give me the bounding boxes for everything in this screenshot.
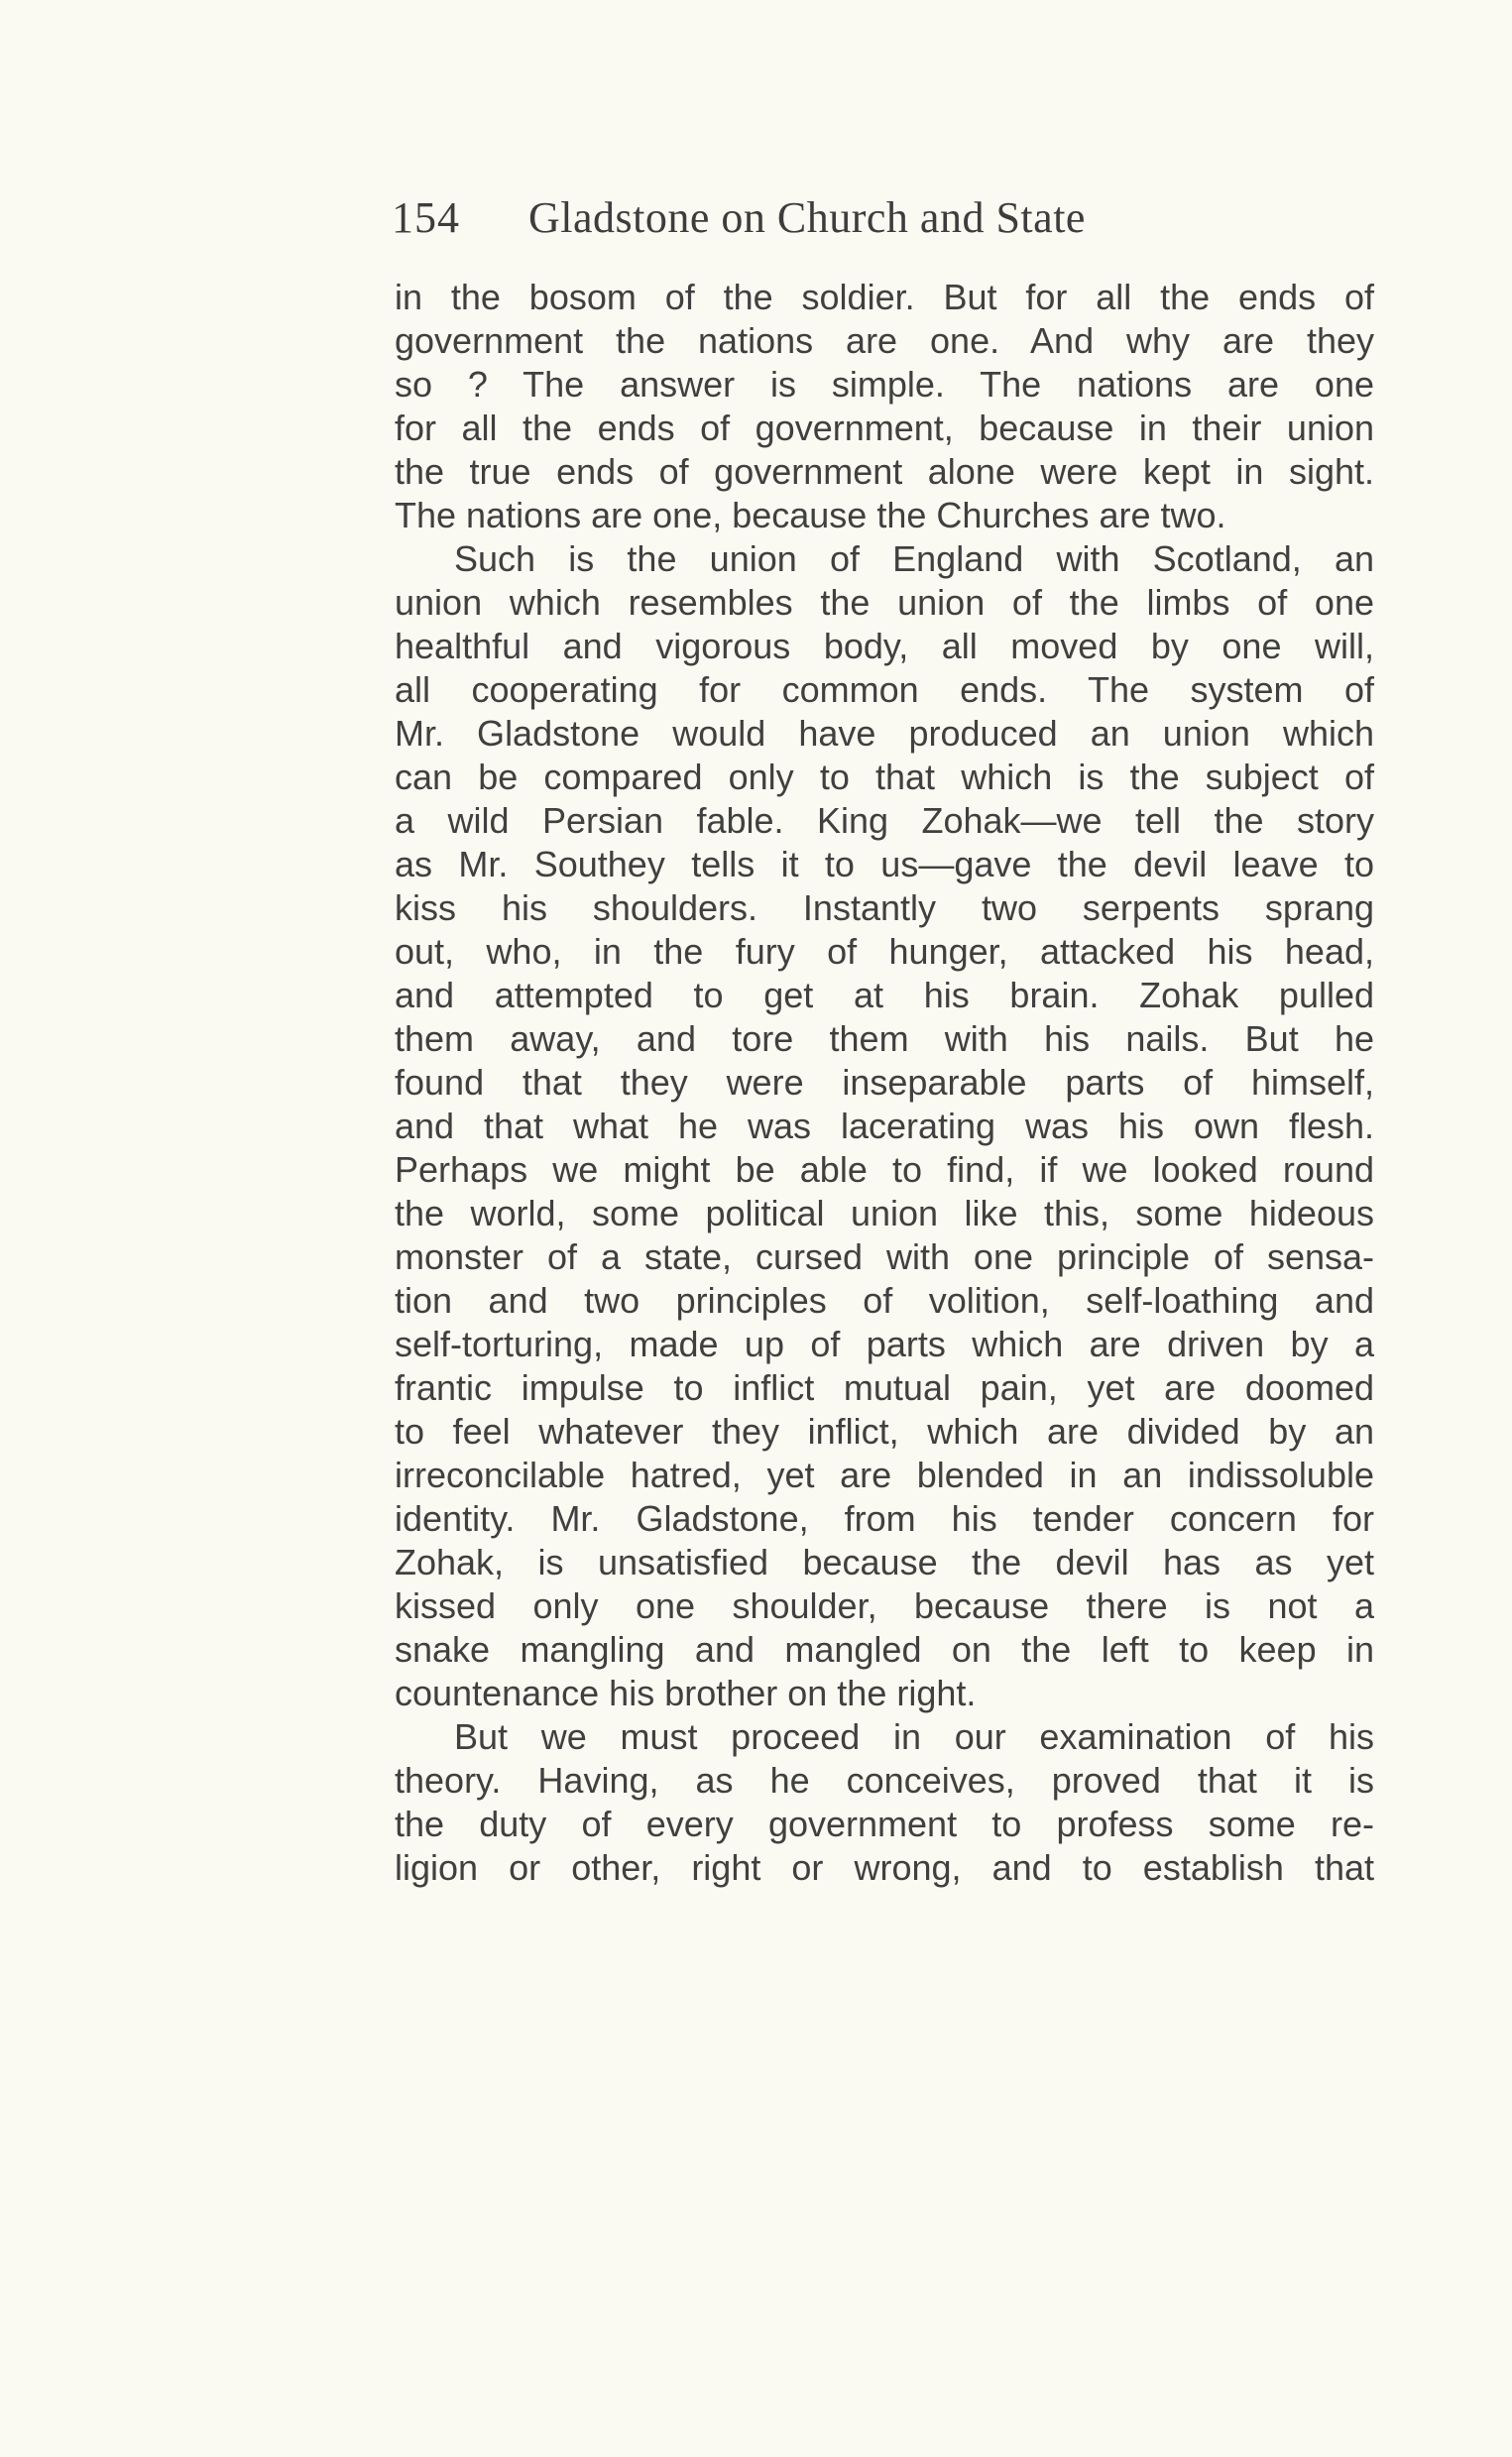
text-line: snake mangling and mangled on the left to keep in — [395, 1629, 1374, 1670]
text-line: found that they were inseparable parts of himself, — [395, 1062, 1374, 1103]
text-line: government the nations are one. And why are they — [395, 320, 1374, 361]
text-line: and that what he was lacerating was his own flesh. — [395, 1106, 1374, 1146]
text-line: the duty of every government to profess some re- — [395, 1804, 1374, 1844]
text-line: the true ends of government alone were kept in sight. — [395, 451, 1374, 492]
text-line: as Mr. Southey tells it to us—gave the devil leave to — [395, 844, 1374, 884]
text-line: monster of a state, cursed with one principle of sensa- — [395, 1236, 1374, 1277]
text-line: identity. Mr. Gladstone, from his tender concern for — [395, 1498, 1374, 1539]
text-line: frantic impulse to inflict mutual pain, yet are doomed — [395, 1367, 1374, 1408]
text-line: But we must proceed in our examination of his — [454, 1716, 1374, 1757]
page-header — [392, 188, 1244, 248]
text-line: in the bosom of the soldier. But for all the ends of — [395, 277, 1374, 317]
text-line: Zohak, is unsatisfied because the devil has as yet — [395, 1542, 1374, 1582]
text-line: to feel whatever they inflict, which are divided by an — [395, 1411, 1374, 1452]
text-line: and attempted to get at his brain. Zohak pulled — [395, 975, 1374, 1015]
text-line: out, who, in the fury of hunger, attacked his head, — [395, 931, 1374, 972]
text-line: a wild Persian fable. King Zohak—we tell the story — [395, 800, 1374, 841]
text-line: so ? The answer is simple. The nations are one — [395, 364, 1374, 405]
text-line: kiss his shoulders. Instantly two serpents sprang — [395, 887, 1374, 928]
text-line: countenance his brother on the right. — [395, 1673, 977, 1713]
page-number: 154 — [392, 193, 460, 242]
text-line: the world, some political union like this, some hideous — [395, 1193, 1374, 1233]
text-line: self-torturing, made up of parts which are driven by a — [395, 1324, 1374, 1364]
text-line: Mr. Gladstone would have produced an union which — [395, 713, 1374, 754]
text-line: all cooperating for common ends. The system of — [395, 669, 1374, 710]
text-line: tion and two principles of volition, self-loathing and — [395, 1280, 1374, 1321]
text-line: for all the ends of government, because in their union — [395, 408, 1374, 448]
text-line: theory. Having, as he conceives, proved that it is — [395, 1760, 1374, 1801]
text-line: Perhaps we might be able to find, if we looked round — [395, 1149, 1374, 1190]
text-line: them away, and tore them with his nails. But he — [395, 1018, 1374, 1059]
body-text — [395, 276, 1374, 1890]
text-line: Such is the union of England with Scotland, an — [454, 538, 1374, 579]
text-line: union which resembles the union of the limbs of one — [395, 582, 1374, 623]
text-line: healthful and vigorous body, all moved by one will, — [395, 626, 1374, 666]
running-title: Gladstone on Church and State — [528, 193, 1086, 242]
text-line: kissed only one shoulder, because there is not a — [395, 1585, 1374, 1626]
text-line: irreconcilable hatred, yet are blended in an indissoluble — [395, 1455, 1374, 1495]
text-line: can be compared only to that which is the subject of — [395, 757, 1374, 797]
text-line: The nations are one, because the Churches are two. — [395, 495, 1226, 535]
text-line: ligion or other, right or wrong, and to establish that — [395, 1847, 1374, 1888]
